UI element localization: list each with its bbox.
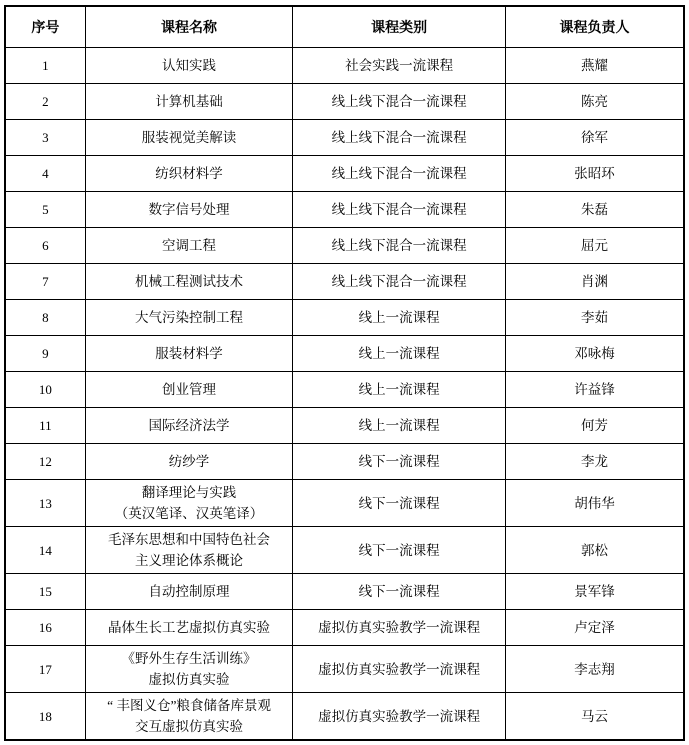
- course-category: 线下一流课程: [293, 527, 506, 574]
- table-row: [5, 300, 684, 336]
- course-table: [4, 5, 685, 741]
- row-number: 1: [5, 48, 85, 84]
- course-name: [85, 610, 293, 646]
- course-name: [85, 527, 293, 574]
- row-number: 9: [5, 336, 85, 372]
- row-number: 13: [5, 480, 85, 527]
- course-name-line: 主义理论体系概论: [135, 553, 244, 568]
- row-number: 8: [5, 300, 85, 336]
- course-name: [85, 120, 293, 156]
- course-category: 线上一流课程: [293, 300, 506, 336]
- course-leader: 马云: [505, 693, 684, 741]
- course-name: [85, 408, 293, 444]
- table-row: [5, 527, 684, 574]
- course-category: 线上一流课程: [293, 336, 506, 372]
- course-category: 线上线下混合一流课程: [293, 192, 506, 228]
- course-name: [85, 480, 293, 527]
- course-name-line: 纺纱学: [168, 454, 210, 469]
- course-leader: 邓咏梅: [505, 336, 684, 372]
- table-row: [5, 444, 684, 480]
- course-name-line: （英汉笔译、汉英笔译）: [114, 506, 264, 521]
- course-name-line: 服装材料学: [155, 346, 223, 361]
- course-leader: 陈亮: [505, 84, 684, 120]
- course-name-line: 翻译理论与实践: [141, 485, 237, 500]
- row-number: 17: [5, 646, 85, 693]
- course-name-line: 认知实践: [162, 58, 217, 73]
- course-name-line: 毛泽东思想和中国特色社会: [108, 532, 271, 547]
- course-category: 虚拟仿真实验教学一流课程: [293, 610, 506, 646]
- course-category: 线上线下混合一流课程: [293, 84, 506, 120]
- table-body: [5, 48, 684, 741]
- course-leader: 李龙: [505, 444, 684, 480]
- course-category: 线上一流课程: [293, 372, 506, 408]
- course-name: [85, 300, 293, 336]
- course-leader: 朱磊: [505, 192, 684, 228]
- row-number: 4: [5, 156, 85, 192]
- course-name: [85, 372, 293, 408]
- row-number: 10: [5, 372, 85, 408]
- table-row: [5, 84, 684, 120]
- course-name-line: 《野外生存生活训练》: [121, 651, 257, 666]
- course-leader: 景军锋: [505, 574, 684, 610]
- course-category: 线下一流课程: [293, 574, 506, 610]
- course-category: 线上线下混合一流课程: [293, 156, 506, 192]
- table-row: [5, 372, 684, 408]
- course-name-line: “ 丰图义仓”粮食储备库景观: [107, 698, 271, 713]
- row-number: 11: [5, 408, 85, 444]
- header-serial-number: 序号: [5, 6, 85, 48]
- course-leader: 卢定泽: [505, 610, 684, 646]
- row-number: 3: [5, 120, 85, 156]
- course-name-line: 数字信号处理: [148, 202, 230, 217]
- course-category: 线上线下混合一流课程: [293, 228, 506, 264]
- course-category: 线下一流课程: [293, 444, 506, 480]
- course-category: 线下一流课程: [293, 480, 506, 527]
- row-number: 16: [5, 610, 85, 646]
- row-number: 12: [5, 444, 85, 480]
- row-number: 18: [5, 693, 85, 741]
- course-name: [85, 84, 293, 120]
- header-course-name: 课程名称: [85, 6, 293, 48]
- table-row: [5, 192, 684, 228]
- header-course-leader: 课程负责人: [505, 6, 684, 48]
- course-name: [85, 693, 293, 741]
- course-name-line: 空调工程: [162, 238, 217, 253]
- course-leader: 张昭环: [505, 156, 684, 192]
- course-name: [85, 574, 293, 610]
- course-category: 社会实践一流课程: [293, 48, 506, 84]
- course-name-line: 晶体生长工艺虚拟仿真实验: [108, 620, 271, 635]
- table-row: [5, 156, 684, 192]
- course-name: [85, 336, 293, 372]
- course-leader: 何芳: [505, 408, 684, 444]
- course-name-line: 机械工程测试技术: [135, 274, 244, 289]
- course-name: [85, 646, 293, 693]
- course-name-line: 自动控制原理: [148, 584, 230, 599]
- table-row: [5, 48, 684, 84]
- row-number: 5: [5, 192, 85, 228]
- course-name-line: 虚拟仿真实验: [148, 672, 230, 687]
- course-category: 线上一流课程: [293, 408, 506, 444]
- course-leader: 李志翔: [505, 646, 684, 693]
- course-name-line: 计算机基础: [155, 94, 223, 109]
- course-name: [85, 48, 293, 84]
- course-leader: 郭松: [505, 527, 684, 574]
- course-leader: 屈元: [505, 228, 684, 264]
- course-name-line: 纺织材料学: [155, 166, 223, 181]
- row-number: 15: [5, 574, 85, 610]
- course-name: [85, 264, 293, 300]
- course-name: [85, 228, 293, 264]
- course-name: [85, 156, 293, 192]
- course-name-line: 服装视觉美解读: [141, 130, 237, 145]
- table-row: [5, 336, 684, 372]
- row-number: 7: [5, 264, 85, 300]
- table-row: [5, 480, 684, 527]
- table-header: [5, 6, 684, 48]
- course-name: [85, 192, 293, 228]
- course-name-line: 创业管理: [162, 382, 217, 397]
- header-row: [5, 6, 684, 48]
- course-category: 线上线下混合一流课程: [293, 120, 506, 156]
- course-category: 线上线下混合一流课程: [293, 264, 506, 300]
- table-row: [5, 264, 684, 300]
- course-leader: 徐军: [505, 120, 684, 156]
- table-row: [5, 120, 684, 156]
- course-category: 虚拟仿真实验教学一流课程: [293, 693, 506, 741]
- table-row: [5, 646, 684, 693]
- course-leader: 胡伟华: [505, 480, 684, 527]
- table-row: [5, 693, 684, 741]
- course-leader: 燕耀: [505, 48, 684, 84]
- table-row: [5, 228, 684, 264]
- table-row: [5, 574, 684, 610]
- row-number: 6: [5, 228, 85, 264]
- course-leader: 肖渊: [505, 264, 684, 300]
- course-name-line: 交互虚拟仿真实验: [135, 719, 244, 734]
- course-leader: 许益锋: [505, 372, 684, 408]
- course-leader: 李茹: [505, 300, 684, 336]
- course-name-line: 大气污染控制工程: [135, 310, 244, 325]
- row-number: 14: [5, 527, 85, 574]
- course-name-line: 国际经济法学: [148, 418, 230, 433]
- course-name: [85, 444, 293, 480]
- header-course-category: 课程类别: [293, 6, 506, 48]
- row-number: 2: [5, 84, 85, 120]
- table-row: [5, 408, 684, 444]
- course-category: 虚拟仿真实验教学一流课程: [293, 646, 506, 693]
- table-row: [5, 610, 684, 646]
